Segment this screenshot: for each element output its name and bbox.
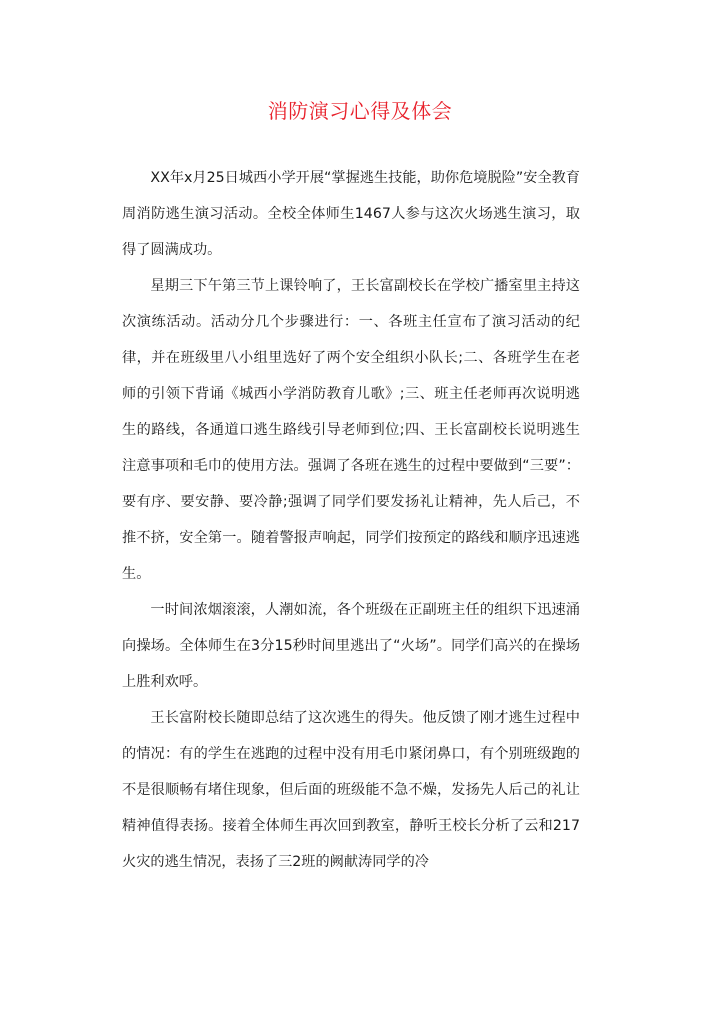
paragraph-1: XX年x月25日城西小学开展“掌握逃生技能，助你危境脱险”安全教育周消防逃生演习活动。全校全体师生1467人参与这次火场逃生演习，取得了圆满成功。 [122,170,580,258]
paragraph-2: 星期三下午第三节上课铃响了，王长富副校长在学校广播室里主持这次演练活动。活动分几个步骤进行：一、各班主任宣布了演习活动的纪律，并在班级里八小组里选好了两个安全组织小队长;二、各班学生在老师的引领下背诵《城西小学消防教育儿歌》;三、班主任老师再次说明逃生的路线，各通道口逃生路线引导老师到位;四、王长富副校长说明逃生注意事项和毛巾的使用方法。强调了各班在逃生的过程中要做到“三要”：要有序、要安静、要冷静;强调了同学们要发扬礼让精神，先人后己，不推不挤，安全第一。随着警报声响起，同学们按预定的路线和顺序迅速逃生。 [122,278,580,582]
paragraph-4: 王长富附校长随即总结了这次逃生的得失。他反馈了刚才逃生过程中的情况：有的学生在逃跑的过程中没有用毛巾紧闭鼻口，有个别班级跑的不是很顺畅有堵住现象，但后面的班级能不急不燥，发扬先人后己的礼让精神值得表扬。接着全体师生再次回到教室，静听王校长分析了云和217火灾的逃生情况，表扬了三2班的阙献涛同学的冷 [122,710,580,870]
document-title: 消防演习心得及体会 [267,99,453,123]
paragraph-3: 一时间浓烟滚滚，人潮如流，各个班级在正副班主任的组织下迅速涌向操场。全体师生在3分15秒时间里逃出了“火场”。同学们高兴的在操场上胜利欢呼。 [122,602,580,690]
document-body [122,160,580,880]
